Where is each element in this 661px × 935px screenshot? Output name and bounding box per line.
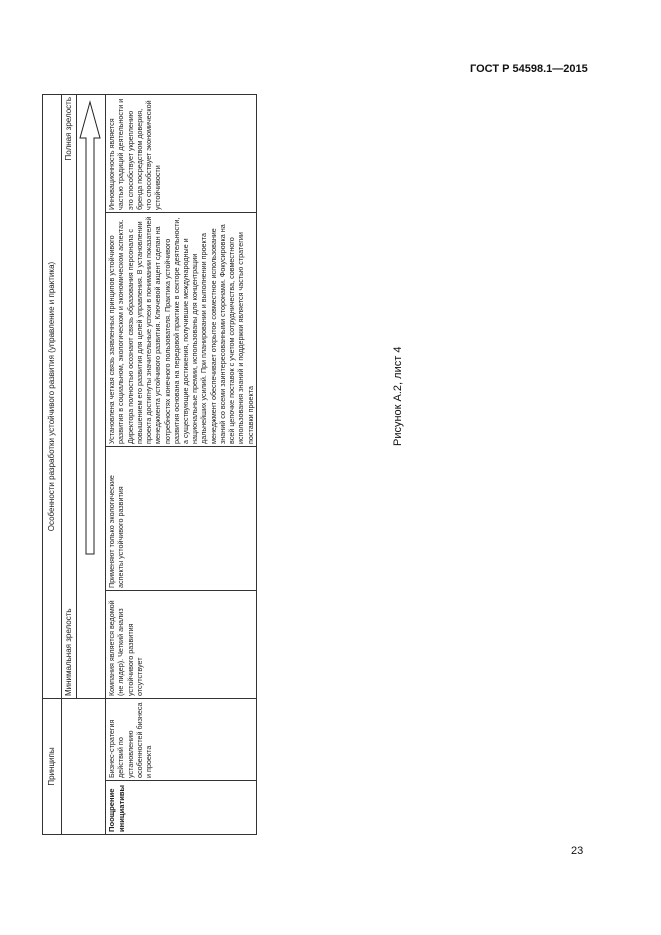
table-header-row [43,94,62,834]
features-header: Особенности разработки устойчивого развития (управление и практика) [43,94,62,698]
maturity-scale-row [62,94,77,834]
principles-header: Принципы [43,699,62,835]
full-maturity-label: Полная зрелость [62,94,77,446]
empty-header-cell [62,699,106,835]
min-maturity-label: Минимальная зрелость [62,447,77,699]
table-row [106,94,257,834]
page-number: 23 [571,845,584,857]
cell-intermediate: Применяют только экологические аспекты устойчивого развития [106,447,257,591]
cell-full: Инновационность является частью традиций деятельности и это способствует укреплению бренда посредством доверия, что способствует экономической устойчивости [106,94,257,212]
maturity-table [42,94,257,835]
cell-minimal: Компания является ведомой (не лидер). Четкий анализ устойчивого развития отсутствует [106,591,257,699]
figure-caption: Рисунок А.2, лист 4 [392,346,404,446]
standard-header: ГОСТ Р 54598.1—2015 [470,63,588,75]
row-name: Поощрение инициативы [106,781,257,835]
cell-advanced: Установлена четкая связь заявленных принципов устойчивого развития в социальном, экологическом и экономическом аспектах. Директора полностью осознают связь образования персонала с повышением его развития для целей управления. В установлении проекта достигнуты значительные успехи в понимании показателей менеджмента устойчивого развития. Ключевой акцент сделан на потребностях конечного пользователя. Практика устойчивого развития основана на передовой практике в секторе деятельности, а существующие достижения, получившие международные и национальные премии, использованы для концентрации дальнейших усилий. При планировании и выполнении проекта менеджмент обеспечивает открытое совместное использование знаний со всеми заинтересованными сторонами. Фокусировка на всей цепочке поставок с учетом сотрудничества, совместного использования знаний и поддержки является частью стратегии поставки проекта [106,213,257,447]
row-principle: Бизнес-стратегия действий по установлению особенностей бизнеса и проекта [106,699,257,781]
rotated-table-wrapper [42,95,372,835]
maturity-arrow-cell [77,94,106,698]
maturity-arrow-icon [77,96,103,698]
